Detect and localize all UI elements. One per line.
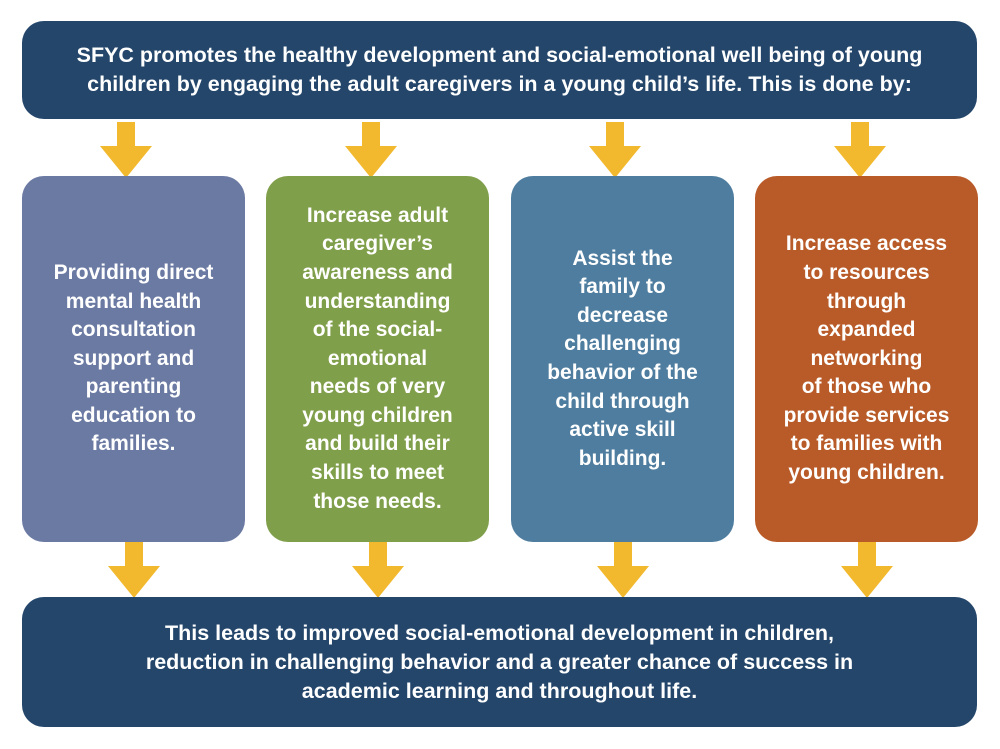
header-box — [22, 21, 977, 119]
arrow-down-icon — [100, 122, 152, 178]
footer-text: This leads to improved social-emotional development in children, reduction in challenging behavior and a greater chance of success in academic learning and throughout life. — [145, 620, 854, 703]
arrow-down-icon — [108, 542, 160, 598]
column-box-2 — [266, 176, 489, 542]
column-text: Increase access to resources through expanded networking of those who provide services to families with young children. — [783, 232, 950, 485]
arrow-down-icon — [352, 542, 404, 598]
arrow-down-icon — [597, 542, 649, 598]
column-text: Assist the family to decrease challenging behavior of the child through active skill building. — [547, 246, 698, 470]
footer-box — [22, 597, 977, 727]
arrow-down-icon — [345, 122, 397, 178]
column-text: Increase adult caregiver’s awareness and understanding of the social- emotional needs of very young children and build their skills to meet those needs. — [302, 203, 453, 513]
header-text: SFYC promotes the healthy development and social-emotional well being of young children by engaging the adult caregivers in a young child’s life. This is done by: — [76, 43, 923, 96]
column-text: Providing direct mental health consultation support and parenting education to families. — [53, 260, 214, 456]
column-box-3 — [511, 176, 734, 542]
arrow-down-icon — [589, 122, 641, 178]
arrow-down-icon — [834, 122, 886, 178]
column-box-1 — [22, 176, 245, 542]
arrow-down-icon — [841, 542, 893, 598]
column-box-4 — [755, 176, 978, 542]
